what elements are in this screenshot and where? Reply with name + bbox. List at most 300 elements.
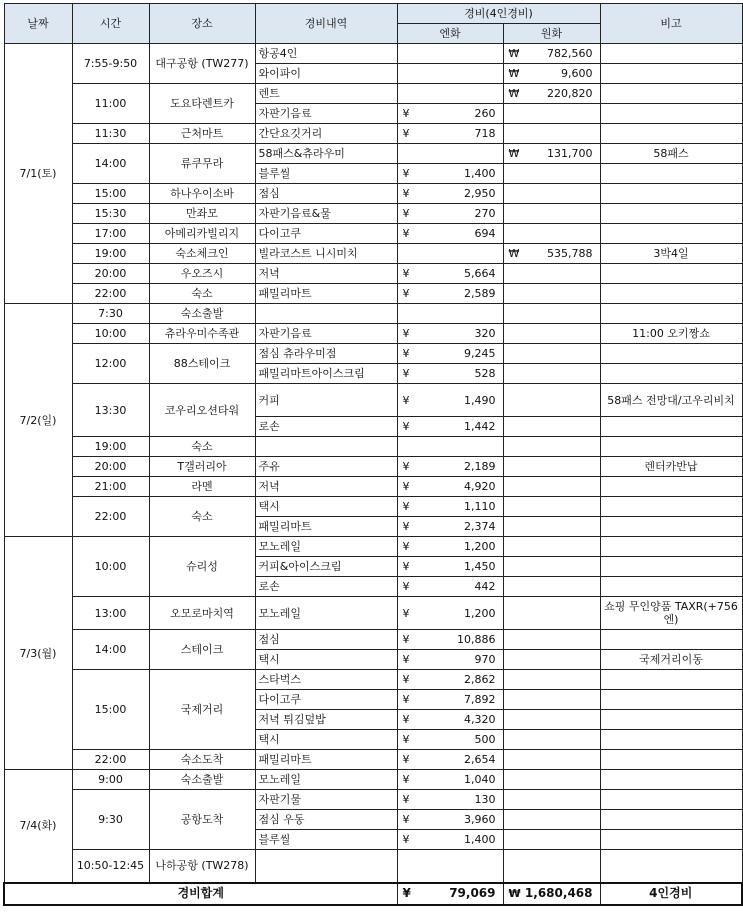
- note-cell: [600, 437, 742, 457]
- yen-symbol: ¥: [402, 606, 410, 620]
- yen-amount: 1,400: [464, 167, 496, 180]
- note-cell: [600, 417, 742, 437]
- time-cell: 11:30: [72, 124, 149, 144]
- detail-cell: 다이고쿠: [255, 690, 397, 710]
- place-cell: 코우리오션타워: [149, 384, 255, 437]
- note-cell: [600, 164, 742, 184]
- yen-symbol: ¥: [402, 793, 410, 806]
- time-cell: 10:00: [72, 537, 149, 597]
- won-symbol: ₩: [508, 47, 520, 60]
- note-cell: 3박4일: [600, 244, 742, 264]
- time-cell: 14:00: [72, 144, 149, 184]
- detail-cell: 점심: [255, 184, 397, 204]
- yen-cell: [397, 730, 503, 750]
- won-cell: [503, 244, 600, 264]
- yen-cell: [397, 670, 503, 690]
- note-cell: [600, 364, 742, 384]
- yen-cell: [397, 364, 503, 384]
- detail-cell: 블루씰: [255, 164, 397, 184]
- table-row: [4, 284, 742, 304]
- note-cell: [600, 64, 742, 84]
- place-cell: 슈리성: [149, 537, 255, 597]
- note-cell: [600, 477, 742, 497]
- time-cell: 22:00: [72, 750, 149, 770]
- won-cell: [503, 384, 600, 417]
- yen-symbol: ¥: [402, 753, 410, 766]
- yen-symbol: ¥: [402, 500, 410, 513]
- won-cell: [503, 204, 600, 224]
- note-cell: [600, 304, 742, 324]
- place-cell: 숙소출발: [149, 770, 255, 790]
- table-row: [4, 670, 742, 690]
- table-row: [4, 770, 742, 790]
- won-cell: [503, 417, 600, 437]
- table-row: [4, 437, 742, 457]
- yen-symbol: ¥: [402, 580, 410, 593]
- yen-symbol: ¥: [402, 653, 410, 666]
- place-cell: 숙소도착: [149, 750, 255, 770]
- won-cell: [503, 184, 600, 204]
- yen-amount: 694: [474, 227, 496, 240]
- detail-cell: 커피: [255, 384, 397, 417]
- won-cell: [503, 264, 600, 284]
- header-detail: 경비내역: [255, 4, 397, 44]
- detail-cell: 블루씰: [255, 830, 397, 850]
- table-row: [4, 264, 742, 284]
- won-cell: [503, 457, 600, 477]
- header-time: 시간: [72, 4, 149, 44]
- note-cell: [600, 790, 742, 810]
- detail-cell: 자판기물: [255, 790, 397, 810]
- yen-amount: 260: [474, 107, 496, 120]
- place-cell: 오모로마치역: [149, 597, 255, 630]
- table-row: [4, 44, 742, 64]
- table-row: [4, 597, 742, 630]
- yen-cell: [397, 324, 503, 344]
- time-cell: 15:00: [72, 184, 149, 204]
- won-cell: [503, 670, 600, 690]
- table-body: [4, 44, 742, 883]
- won-cell: [503, 104, 600, 124]
- yen-cell: [397, 44, 503, 64]
- yen-amount: 2,950: [464, 187, 496, 200]
- note-cell: [600, 44, 742, 64]
- yen-cell: [397, 690, 503, 710]
- time-cell: 15:30: [72, 204, 149, 224]
- won-amount: 782,560: [547, 47, 593, 60]
- won-cell: [503, 224, 600, 244]
- header-date: 날짜: [4, 4, 72, 44]
- yen-symbol: ¥: [402, 833, 410, 846]
- place-cell: 숙소: [149, 497, 255, 537]
- detail-cell: 로손: [255, 577, 397, 597]
- detail-cell: 저녁: [255, 477, 397, 497]
- won-cell: [503, 477, 600, 497]
- yen-symbol: ¥: [402, 673, 410, 686]
- yen-symbol: ¥: [402, 327, 410, 340]
- time-cell: 22:00: [72, 497, 149, 537]
- place-cell: 도요타렌트카: [149, 84, 255, 124]
- place-cell: 우오즈시: [149, 264, 255, 284]
- place-cell: 88스테이크: [149, 344, 255, 384]
- note-cell: [600, 750, 742, 770]
- yen-cell: [397, 810, 503, 830]
- time-cell: 19:00: [72, 437, 149, 457]
- yen-symbol: ¥: [402, 367, 410, 380]
- note-cell: [600, 577, 742, 597]
- note-cell: [600, 710, 742, 730]
- won-cell: [503, 810, 600, 830]
- time-cell: 10:00: [72, 324, 149, 344]
- detail-cell: 자판기음료: [255, 324, 397, 344]
- won-amount: 220,820: [547, 87, 593, 100]
- won-cell: [503, 730, 600, 750]
- detail-cell: 간단요깃거리: [255, 124, 397, 144]
- won-cell: [503, 690, 600, 710]
- table-row: [4, 344, 742, 364]
- table-row: [4, 124, 742, 144]
- yen-cell: [397, 790, 503, 810]
- won-symbol: ₩: [508, 67, 520, 80]
- yen-symbol: ¥: [402, 187, 410, 200]
- yen-amount: 2,589: [464, 287, 496, 300]
- detail-cell: 패밀리마트: [255, 750, 397, 770]
- place-cell: 근처마트: [149, 124, 255, 144]
- place-cell: 숙소: [149, 437, 255, 457]
- detail-cell: 저녁 튀김덮밥: [255, 710, 397, 730]
- time-cell: 12:00: [72, 344, 149, 384]
- yen-amount: 2,654: [464, 753, 496, 766]
- yen-cell: [397, 224, 503, 244]
- yen-amount: 10,886: [457, 633, 496, 646]
- yen-symbol: ¥: [402, 633, 410, 646]
- detail-cell: 빌라코스트 니시미치: [255, 244, 397, 264]
- header-won: 원화: [503, 24, 600, 44]
- yen-amount: 2,374: [464, 520, 496, 533]
- detail-cell: 점심 우동: [255, 810, 397, 830]
- detail-cell: 주유: [255, 457, 397, 477]
- yen-amount: 718: [474, 127, 496, 140]
- note-cell: 렌터카반납: [600, 457, 742, 477]
- won-cell: [503, 597, 600, 630]
- date-cell: 7/2(일): [4, 304, 72, 537]
- place-cell: 공항도착: [149, 790, 255, 850]
- time-cell: 15:00: [72, 670, 149, 750]
- yen-symbol: ¥: [402, 540, 410, 553]
- yen-cell: [397, 557, 503, 577]
- yen-amount: 1,490: [464, 393, 496, 407]
- note-cell: [600, 104, 742, 124]
- yen-cell: [397, 850, 503, 883]
- yen-amount: 130: [474, 793, 496, 806]
- yen-symbol: ¥: [402, 693, 410, 706]
- won-cell: [503, 437, 600, 457]
- yen-symbol: ¥: [402, 813, 410, 826]
- yen-cell: [397, 244, 503, 264]
- won-cell: [503, 64, 600, 84]
- yen-amount: 4,920: [464, 480, 496, 493]
- yen-symbol: ¥: [402, 460, 410, 473]
- yen-cell: [397, 417, 503, 437]
- expense-table: [3, 3, 743, 906]
- note-cell: [600, 810, 742, 830]
- table-row: [4, 384, 742, 417]
- note-cell: [600, 670, 742, 690]
- yen-symbol: ¥: [402, 207, 410, 220]
- time-cell: 11:00: [72, 84, 149, 124]
- place-cell: 라멘: [149, 477, 255, 497]
- won-amount: 131,700: [547, 147, 593, 160]
- won-cell: [503, 750, 600, 770]
- detail-cell: 점심 츄라우미점: [255, 344, 397, 364]
- note-cell: [600, 84, 742, 104]
- note-cell: 쇼핑 무인양품 TAXR(+756엔): [600, 597, 742, 630]
- yen-cell: [397, 477, 503, 497]
- note-cell: [600, 204, 742, 224]
- date-cell: 7/3(월): [4, 537, 72, 770]
- won-cell: [503, 710, 600, 730]
- won-cell: [503, 537, 600, 557]
- yen-cell: [397, 144, 503, 164]
- note-cell: [600, 537, 742, 557]
- yen-amount: 1,400: [464, 833, 496, 846]
- won-symbol: ₩: [508, 887, 521, 900]
- detail-cell: 모노레일: [255, 770, 397, 790]
- yen-symbol: ¥: [402, 127, 410, 140]
- place-cell: 국제거리: [149, 670, 255, 750]
- yen-cell: [397, 710, 503, 730]
- yen-amount: 1,450: [464, 560, 496, 573]
- note-cell: [600, 284, 742, 304]
- yen-amount: 320: [474, 327, 496, 340]
- yen-cell: [397, 630, 503, 650]
- detail-cell: 패밀리마트: [255, 284, 397, 304]
- yen-cell: [397, 184, 503, 204]
- yen-amount: 528: [474, 367, 496, 380]
- yen-cell: [397, 104, 503, 124]
- time-cell: 19:00: [72, 244, 149, 264]
- yen-amount: 2,189: [464, 460, 496, 473]
- yen-symbol: ¥: [402, 773, 410, 786]
- yen-symbol: ¥: [402, 480, 410, 493]
- won-cell: [503, 577, 600, 597]
- yen-amount: 500: [474, 733, 496, 746]
- table-row: [4, 630, 742, 650]
- detail-cell: 저녁: [255, 264, 397, 284]
- total-note: 4인경비: [600, 883, 742, 905]
- time-cell: 22:00: [72, 284, 149, 304]
- header-place: 장소: [149, 4, 255, 44]
- detail-cell: 택시: [255, 730, 397, 750]
- yen-symbol: ¥: [402, 107, 410, 120]
- time-cell: 21:00: [72, 477, 149, 497]
- won-cell: [503, 364, 600, 384]
- note-cell: [600, 690, 742, 710]
- won-cell: [503, 304, 600, 324]
- table-row: [4, 84, 742, 104]
- place-cell: 숙소체크인: [149, 244, 255, 264]
- yen-symbol: ¥: [402, 347, 410, 360]
- won-amount: 535,788: [547, 247, 593, 260]
- note-cell: 58패스 전망대/고우리비치: [600, 384, 742, 417]
- detail-cell: 커피&아이스크림: [255, 557, 397, 577]
- won-cell: [503, 44, 600, 64]
- yen-cell: [397, 344, 503, 364]
- won-cell: [503, 790, 600, 810]
- note-cell: [600, 517, 742, 537]
- yen-cell: [397, 84, 503, 104]
- won-cell: [503, 630, 600, 650]
- detail-cell: 로손: [255, 417, 397, 437]
- yen-cell: [397, 577, 503, 597]
- header-expense: 경비(4인경비): [397, 4, 600, 24]
- place-cell: 아메리카빌리지: [149, 224, 255, 244]
- won-cell: [503, 144, 600, 164]
- place-cell: 나하공항 (TW278): [149, 850, 255, 883]
- won-cell: [503, 650, 600, 670]
- time-cell: 10:50-12:45: [72, 850, 149, 883]
- yen-cell: [397, 830, 503, 850]
- note-cell: [600, 557, 742, 577]
- won-cell: [503, 517, 600, 537]
- total-row: [4, 883, 742, 905]
- detail-cell: 택시: [255, 650, 397, 670]
- yen-cell: [397, 164, 503, 184]
- yen-cell: [397, 304, 503, 324]
- won-cell: [503, 770, 600, 790]
- yen-cell: [397, 750, 503, 770]
- yen-amount: 9,245: [464, 347, 496, 360]
- place-cell: T갤러리아: [149, 457, 255, 477]
- yen-amount: 3,960: [464, 813, 496, 826]
- detail-cell: 항공4인: [255, 44, 397, 64]
- yen-symbol: ¥: [402, 560, 410, 573]
- table-row: [4, 790, 742, 810]
- yen-amount: 7,892: [464, 693, 496, 706]
- detail-cell: 점심: [255, 630, 397, 650]
- won-cell: [503, 324, 600, 344]
- table-row: [4, 304, 742, 324]
- table-row: [4, 850, 742, 883]
- yen-amount: 4,320: [464, 713, 496, 726]
- table-row: [4, 224, 742, 244]
- note-cell: [600, 224, 742, 244]
- detail-cell: 자판기음료&물: [255, 204, 397, 224]
- won-symbol: ₩: [508, 147, 520, 160]
- yen-amount: 970: [474, 653, 496, 666]
- table-row: [4, 144, 742, 164]
- yen-cell: [397, 64, 503, 84]
- yen-amount: 1,110: [464, 500, 496, 513]
- table-row: [4, 497, 742, 517]
- total-won-amount: 1,680,468: [524, 886, 593, 900]
- yen-symbol: ¥: [402, 713, 410, 726]
- won-cell: [503, 124, 600, 144]
- detail-cell: 58패스&츄라우미: [255, 144, 397, 164]
- place-cell: 츄라우미수족관: [149, 324, 255, 344]
- detail-cell: 택시: [255, 497, 397, 517]
- won-cell: [503, 850, 600, 883]
- detail-cell: [255, 850, 397, 883]
- yen-amount: 5,664: [464, 267, 496, 280]
- yen-symbol: ¥: [402, 520, 410, 533]
- detail-cell: [255, 437, 397, 457]
- detail-cell: 패밀리마트: [255, 517, 397, 537]
- total-label: 경비합계: [4, 883, 397, 905]
- yen-cell: [397, 770, 503, 790]
- yen-amount: 2,862: [464, 673, 496, 686]
- note-cell: 11:00 오키짱쇼: [600, 324, 742, 344]
- yen-symbol: ¥: [402, 886, 411, 900]
- table-row: [4, 477, 742, 497]
- won-symbol: ₩: [508, 87, 520, 100]
- won-cell: [503, 164, 600, 184]
- place-cell: 스테이크: [149, 630, 255, 670]
- note-cell: [600, 770, 742, 790]
- detail-cell: 자판기음료: [255, 104, 397, 124]
- won-symbol: ₩: [508, 247, 520, 260]
- note-cell: 국제거리이동: [600, 650, 742, 670]
- place-cell: 만좌모: [149, 204, 255, 224]
- yen-symbol: ¥: [402, 420, 410, 433]
- yen-symbol: ¥: [402, 167, 410, 180]
- place-cell: 숙소: [149, 284, 255, 304]
- note-cell: [600, 630, 742, 650]
- table-row: [4, 537, 742, 557]
- won-cell: [503, 84, 600, 104]
- note-cell: [600, 124, 742, 144]
- yen-symbol: ¥: [402, 287, 410, 300]
- detail-cell: 와이파이: [255, 64, 397, 84]
- detail-cell: 모노레일: [255, 537, 397, 557]
- table-row: [4, 324, 742, 344]
- detail-cell: [255, 304, 397, 324]
- place-cell: 류쿠무라: [149, 144, 255, 184]
- yen-cell: [397, 284, 503, 304]
- yen-cell: [397, 537, 503, 557]
- yen-symbol: ¥: [402, 733, 410, 746]
- time-cell: 13:30: [72, 384, 149, 437]
- note-cell: [600, 264, 742, 284]
- yen-cell: [397, 384, 503, 417]
- time-cell: 20:00: [72, 264, 149, 284]
- table-row: [4, 457, 742, 477]
- note-cell: [600, 730, 742, 750]
- yen-amount: 442: [474, 580, 496, 593]
- detail-cell: 다이고쿠: [255, 224, 397, 244]
- total-yen: [397, 883, 503, 905]
- time-cell: 20:00: [72, 457, 149, 477]
- yen-symbol: ¥: [402, 267, 410, 280]
- yen-amount: 1,442: [464, 420, 496, 433]
- won-cell: [503, 284, 600, 304]
- time-cell: 17:00: [72, 224, 149, 244]
- yen-cell: [397, 517, 503, 537]
- header-note: 비고: [600, 4, 742, 44]
- table-row: [4, 204, 742, 224]
- yen-symbol: ¥: [402, 227, 410, 240]
- date-cell: 7/1(토): [4, 44, 72, 304]
- detail-cell: 렌트: [255, 84, 397, 104]
- won-amount: 9,600: [561, 67, 593, 80]
- place-cell: 숙소출발: [149, 304, 255, 324]
- table-row: [4, 184, 742, 204]
- time-cell: 7:30: [72, 304, 149, 324]
- time-cell: 9:30: [72, 790, 149, 850]
- time-cell: 7:55-9:50: [72, 44, 149, 84]
- yen-cell: [397, 497, 503, 517]
- header-yen: 엔화: [397, 24, 503, 44]
